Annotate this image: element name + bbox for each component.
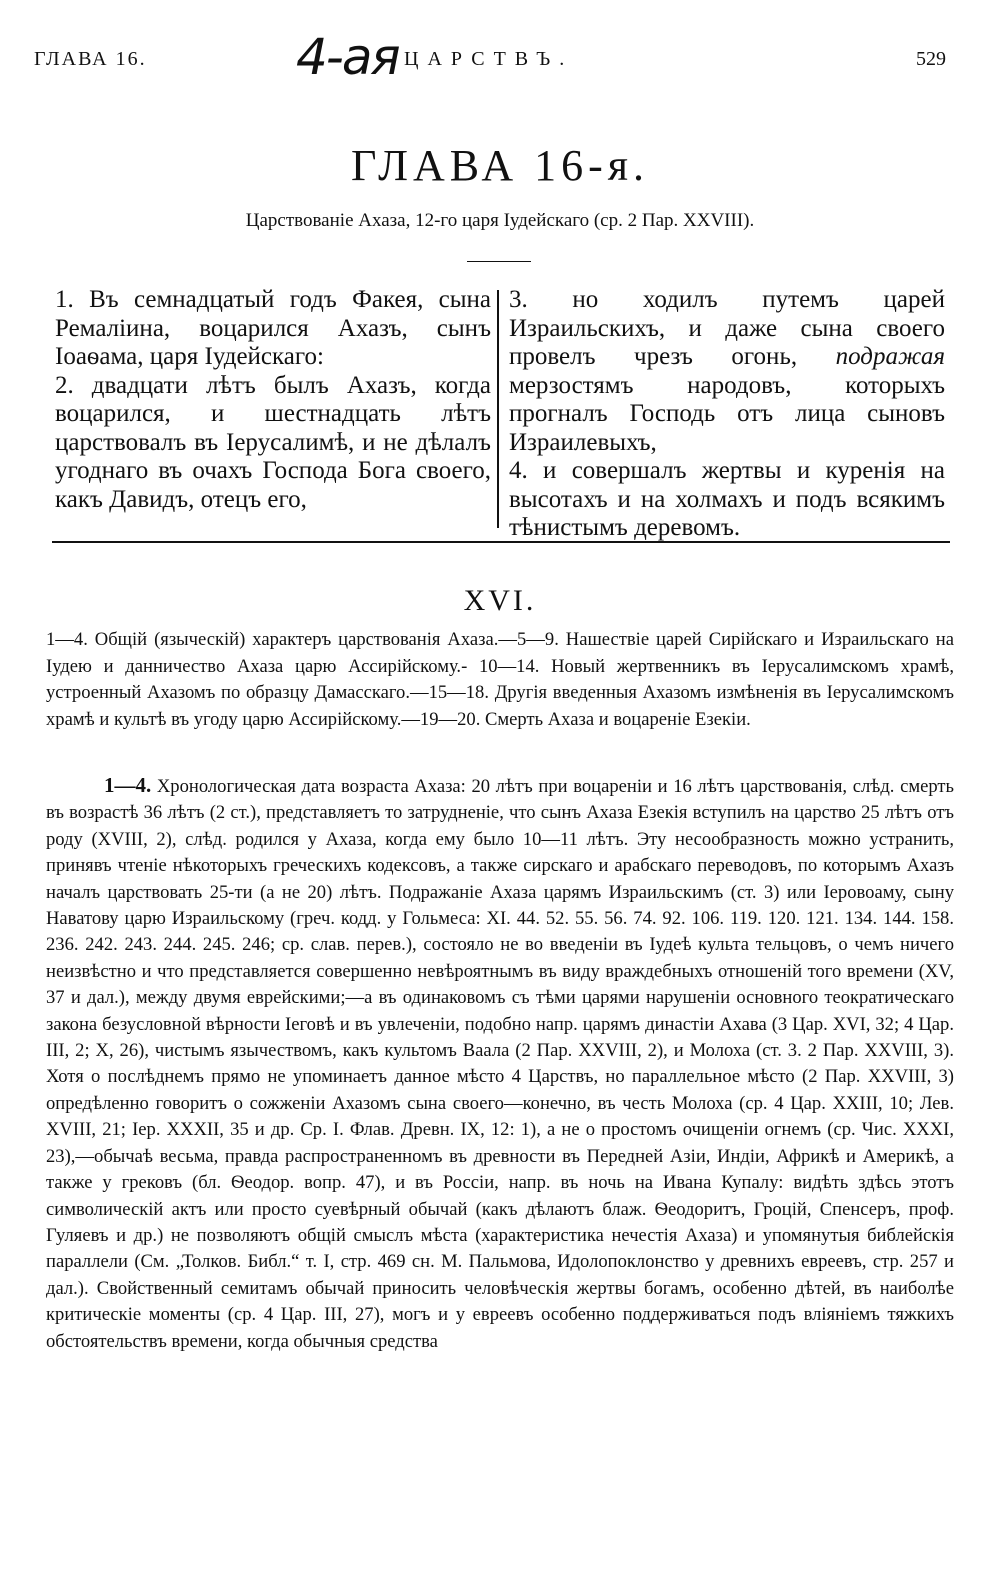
- commentary-text: Хронологическая дата возраста Ахаза: 20 лѣтъ при воцареніи и 16 лѣтъ царствованія, слѣд. смерть въ возрастѣ 36 лѣтъ (2 ст.), представляетъ то затрудненіе, что сынъ Ахаза Езекія вступилъ на царство 25 лѣтъ отъ роду (XVIII, 2), слѣд. родился у Ахаза, когда ему было 10—11 лѣтъ. Эту несообразность можно устранить, принявъ чтеніе нѣкоторыхъ греческихъ кодексовъ, а также сирскаго и арабскаго переводовъ, по которымъ Ахазъ началъ царствовать 25-ти (а не 20) лѣтъ. Подражаніе Ахаза царямъ Израильскимъ (ст. 3) или Іеровоаму, сыну Наватову царю Израильскому (греч. кодд. у Гольмеса: XI. 44. 52. 55. 56. 74. 92. 106. 119. 120. 121. 134. 144. 158. 236. 242. 243. 244. 245. 246; ср. слав. перев.), состояло не во введеніи въ Іудеѣ культа тельцовъ, о чемъ ничего неизвѣстно и что представляется совершенно невѣроятнымъ въ виду враждебныхъ отношеній того времени (XV, 37 и дал.), между двумя еврейскими;—а въ одинаковомъ съ тѣми царями нарушеніи основного теократическаго закона безусловной вѣрности Іеговѣ и въ увлеченіи, подобно напр. царямъ династіи Ахава (3 Цар. XVI, 32; 4 Цар. III, 2; X, 26), чистымъ язычествомъ, какъ культомъ Ваала (2 Пар. XXVIII, 2), и Молоха (ст. 3. 2 Пар. XXVIII, 3). Хотя о послѣднемъ прямо не упоминаетъ данное мѣсто 4 Царствъ, но параллельное мѣсто (2 Пар. XXVIII, 3) опредѣленно говоритъ о сожженіи Ахазомъ сына своего—конечно, въ честь Молоха (ср. 4 Цар. XXIII, 10; Лев. XVIII, 21; Іер. XXXII, 35 и др. Ср. І. Флав. Древн. IX, 12: 1), а не о простомъ очищеніи огнемъ (ср. Чис. XXXI, 23),—обычаѣ весьма, правда распространенномъ въ древности въ Передней Азіи, Индіи, Африкѣ и Америкѣ, а также у грековъ (бл. Ѳеодор. вопр. 47), и въ Россіи, напр. въ ночь на Ивана Купалу: видѣть здѣсь этотъ символическій актъ или просто суевѣрный обычай (какъ дѣлаютъ блаж. Ѳеодоритъ, Гроцій, Спенсеръ, проф. Гуляевъ и др.) не позволяютъ общій смыслъ мѣста (характеристика нечестія Ахаза) и упомянутыя библейскія параллели (См. „Толков. Библ.“ т. I, стр. 469 сн. М. Пальмова, Идолопоклонство у древнихъ евреевъ, стр. 257 и дал.). Свойственный семитамъ обычай приносить человѣческія жертвы богамъ, особенно дѣтей, въ наиболѣе критическіе моменты (ср. 4 Цар. III, 27), могъ и у евреевъ особенно поддерживаться подъ вліяніемъ тяжкихъ обстоятельствъ времени, когда обычныя средства: [46, 776, 954, 1352]
- verse-3: [509, 286, 945, 457]
- running-head-chapter: ГЛАВА 16.: [34, 48, 147, 70]
- title-rule: [467, 261, 531, 262]
- verse-columns: [55, 286, 950, 541]
- verse-3-end: мерзостямъ народовъ, которыхъ прогналъ Господь отъ лица сыновъ Израилевыхъ,: [509, 371, 945, 456]
- verse-1: 1. Въ семнадцатый годъ Факея, сына Ремаліина, воцарился Ахазъ, сынъ Іоаѳама, царя Іудейскаго:: [55, 286, 491, 370]
- page-number: 529: [916, 48, 946, 70]
- column-divider: [497, 290, 499, 528]
- commentary: [46, 772, 954, 1355]
- verse-3-italic: подражая: [835, 343, 945, 370]
- verse-2: 2. двадцати лѣтъ былъ Ахазъ, когда воцарился, и шестнадцать лѣтъ царствовалъ въ Іерусалимѣ, и не дѣлалъ угоднаго въ очахъ Господа Бога своего, какъ Давидъ, отецъ его,: [55, 371, 491, 513]
- commentary-paragraph: [46, 772, 954, 1355]
- handwritten-annotation: 4-ая: [296, 28, 399, 86]
- verse-3-start: 3. но ходилъ путемъ царей Израильскихъ, и даже сына своего провелъ чрезъ огонь,: [509, 286, 945, 370]
- verse-column-right: [509, 286, 945, 543]
- summary-text: 1—4. Общій (языческій) характеръ царствованія Ахаза.—5—9. Нашествіе царей Сирійскаго и Израильскаго на Іудею и данничество Ахаза царю Ассирійскому.- 10—14. Новый жертвенникъ въ Іерусалимскомъ храмѣ, устроенный Ахазомъ по образцу Дамасскаго.—15—18. Другія введенныя Ахазомъ измѣненія въ Іерусалимскомъ храмѣ и культѣ въ угоду царю Ассирійскому.—19—20. Смерть Ахаза и воцареніе Езекіи.: [46, 629, 954, 730]
- verse-column-left: [55, 286, 491, 514]
- running-head-book: ЦАРСТВЪ.: [404, 48, 574, 70]
- section-summary: [46, 627, 954, 733]
- chapter-title: ГЛАВА 16-я.: [351, 141, 649, 190]
- running-head: [34, 28, 946, 86]
- chapter-subtitle: Царствованіе Ахаза, 12-го царя Іудейскаго (ср. 2 Пар. XXVIII).: [245, 210, 755, 231]
- verse-4: 4. и совершалъ жертвы и куренія на высотахъ и на холмахъ и подъ всякимъ тѣнистымъ деревомъ.: [509, 457, 945, 541]
- commentary-lead: 1—4.: [104, 773, 152, 797]
- section-numeral: XVI.: [463, 584, 537, 617]
- verses-rule: [52, 541, 950, 543]
